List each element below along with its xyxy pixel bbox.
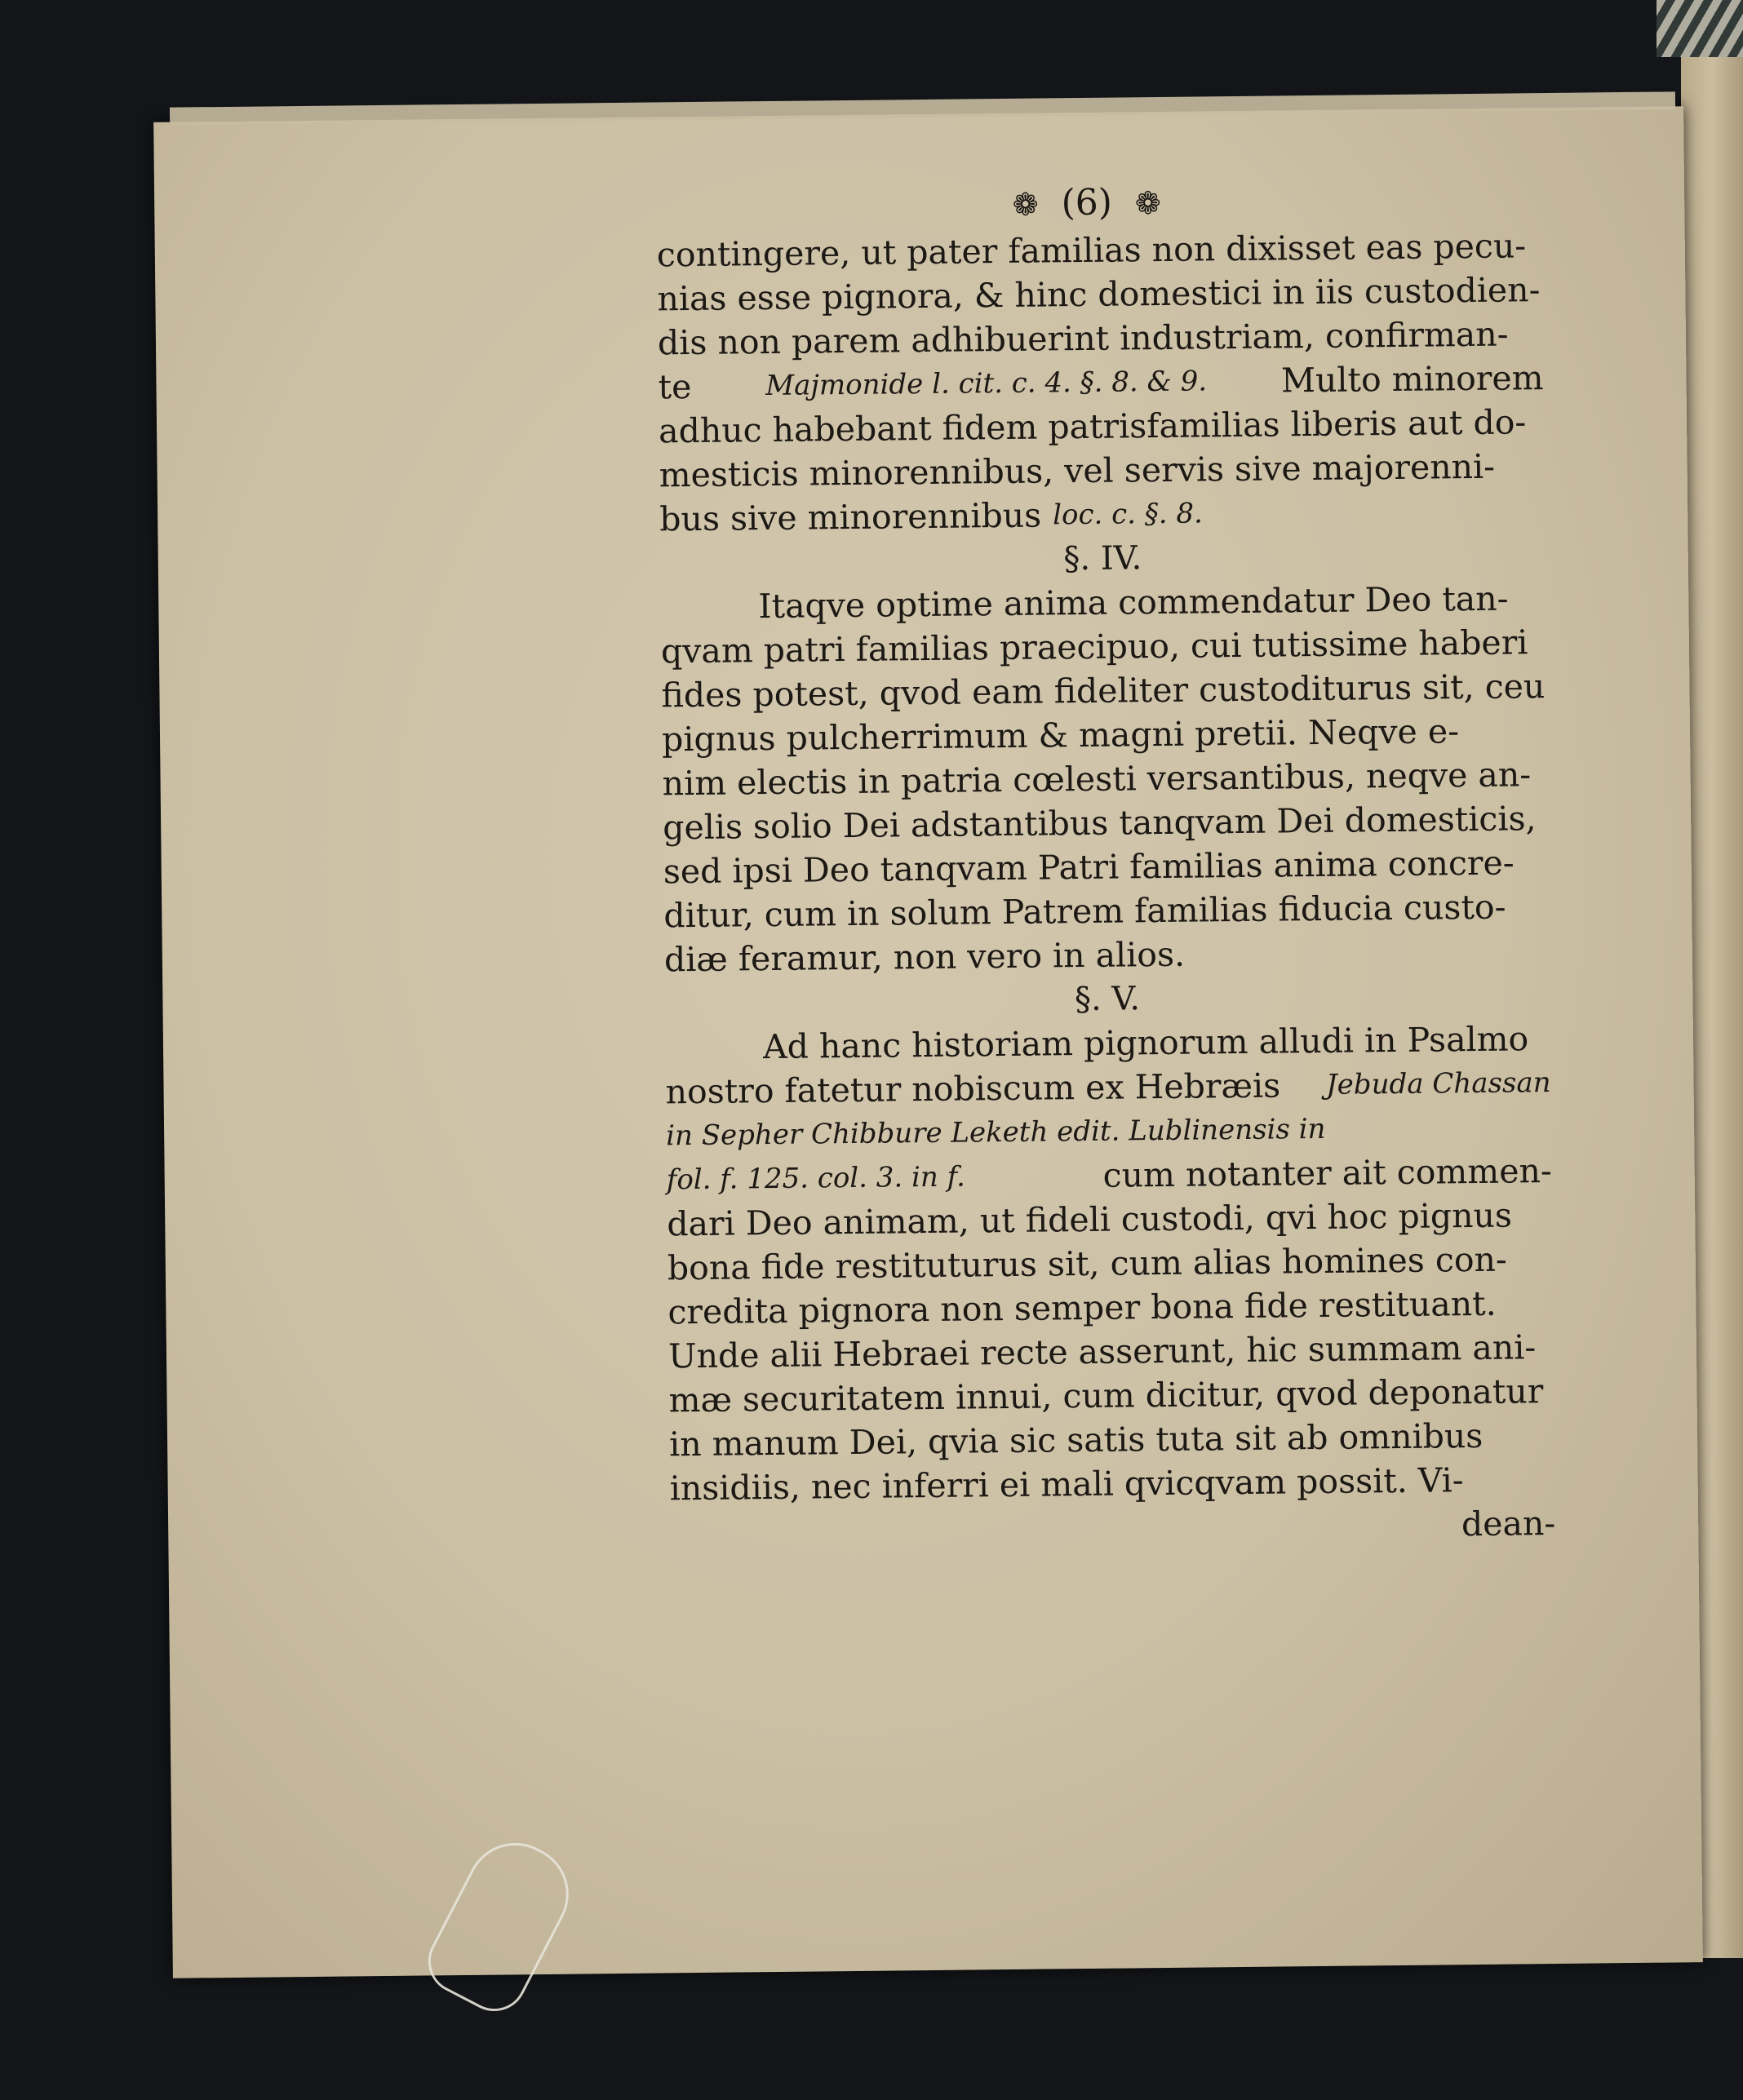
author-name: Jebuda Chassan <box>1325 1066 1551 1101</box>
text-line: bona fide restituturus sit, cum alias homines con- <box>667 1239 1508 1288</box>
text-line: dis non parem adhibuerint industriam, confirman- <box>657 314 1509 363</box>
text-line: nim electis in patria cœlesti versantibus, neqve an- <box>662 755 1532 804</box>
text-line: diæ feramur, non vero in alios. <box>663 934 1186 980</box>
text-line: sed ipsi Deo tanqvam Patri familias anima concre- <box>663 843 1515 892</box>
text-line: fides potest, qvod eam fideliter custoditurus sit, ceu <box>661 667 1546 716</box>
text-segment: bus sive minorennibus <box>659 495 1042 539</box>
text-line: Ad hanc historiam pignorum alludi in Psalmo <box>762 1019 1529 1067</box>
text-line: Unde alii Hebraei recte asserunt, hic summam ani- <box>667 1327 1537 1376</box>
page-text <box>656 173 1556 1554</box>
rosette-ornament-right-icon: ❁ <box>1134 184 1161 222</box>
rosette-ornament-left-icon: ❁ <box>1012 186 1039 223</box>
text-segment: Multo minorem <box>1280 358 1544 401</box>
text-line: mæ securitatem innui, cum dicitur, qvod deponatur <box>668 1371 1544 1420</box>
text-line: pignus pulcherrimum & magni pretii. Neqve e- <box>661 711 1460 760</box>
citation: fol. f. 125. col. 3. in f. <box>666 1160 966 1197</box>
text-line: contingere, ut pater familias non dixisset eas pecu- <box>656 226 1527 275</box>
text-line-citation: in Sepher Chibbure Leketh edit. Lublinensis in <box>665 1112 1326 1153</box>
text-line: credita pignora non semper bona fide restituant. <box>667 1283 1497 1332</box>
book-edge-strip <box>1657 0 1743 57</box>
text-line: mesticis minorennibus, vel servis sive majorenni- <box>659 446 1496 495</box>
book-page <box>153 106 1703 1978</box>
text-line: in manum Dei, qvia sic satis tuta sit ab omnibus <box>668 1416 1484 1464</box>
thread-loop <box>417 1826 586 2022</box>
text-line: qvam patri familias praecipuo, cui tutissime haberi <box>660 622 1528 671</box>
text-line: dari Deo animam, ut fideli custodi, qvi hoc pignus <box>667 1195 1513 1244</box>
text-line <box>665 1061 1551 1114</box>
section-heading-iv: §. IV. <box>1063 539 1142 578</box>
catchword: dean- <box>1461 1503 1556 1544</box>
text-line: adhuc habebant fidem patrisfamilias liberis aut do- <box>658 402 1527 451</box>
text-line: ditur, cum in solum Patrem familias fiducia custo- <box>663 887 1506 936</box>
text-segment: nostro fatetur nobiscum ex Hebræis <box>665 1066 1281 1112</box>
text-segment: te <box>658 366 692 407</box>
section-heading-v: §. V. <box>1074 980 1141 1019</box>
text-line: nias esse pignora, & hinc domestici in iis custodien- <box>657 270 1541 319</box>
text-segment: cum notanter ait commen- <box>1102 1151 1552 1195</box>
text-line: gelis solio Dei adstantibus tanqvam Dei domesticis, <box>662 799 1537 848</box>
text-line: insidiis, nec inferri ei mali qvicqvam possit. Vi- <box>669 1460 1464 1509</box>
citation: loc. c. §. 8. <box>1052 497 1204 532</box>
page-header <box>632 173 1542 233</box>
page-number: (6) <box>1061 181 1113 224</box>
text-line: Itaqve optime anima commendatur Deo tan- <box>758 578 1509 627</box>
citation: Majmonide l. cit. c. 4. §. 8. & 9. <box>765 365 1208 403</box>
